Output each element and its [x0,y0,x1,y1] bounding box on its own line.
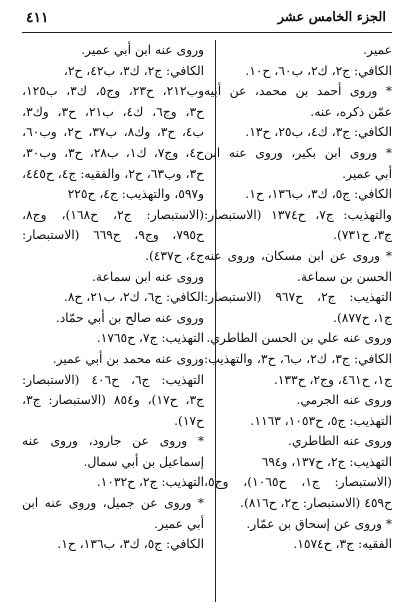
text-line: ج١، ح٤٦١، وج٢، ح١٣٣. [273,372,392,387]
text-line: (الاستبصار: ج١، ح١٠٦٥)، وج٥، [204,475,392,490]
column-divider [215,40,216,602]
text-line: ح٧٩٥، وج٩، ح٦٦٩ (الاستبصار: [22,228,204,243]
text-line: الحسن بن سماعة. [296,269,392,284]
running-title: الجزء الخامس عشر [277,10,386,25]
text-line: وب٢١٢، ح٢٣، وج٥، ك٣، ب١٢٥، [22,84,204,99]
text-line: ح١٧). [174,413,204,428]
text-line: الكافي: ج٥، ك٣، ب١٣٦، ح١. [245,187,392,202]
text-line: التهذيب: ج٢، ح١٣٧، و٦٩٤ [261,454,392,469]
text-line: أبي عمير. [154,516,204,531]
text-line: الفقيه: ج٣، ح١٥٧٤. [293,537,392,552]
text-line: وروى عنه صالح بن أبي حمّاد. [55,310,204,325]
text-line: الكافي: ج٢، ك٢، ب٦٠، ح١٠. [245,63,392,78]
text-line: وروى عنه الطاطري. [287,434,392,449]
text-line: التهذيب: ج٦، ح٤٠٦ (الاستبصار: [22,372,204,387]
text-line: * وروى عن جميل، وروى عنه ابن [22,496,204,511]
text-line: وروى عنه الجرمي. [296,393,392,408]
text-line: عمّن ذكره، عنه. [310,104,392,119]
text-line: والتهذيب: ج٧، ح١٣٧٤ (الاستبصار: [204,207,392,222]
text-line: ح٣، وج٦، ك٤، ب٢١، ح٣، وك٣، [22,104,204,119]
text-line: الكافي: ج٣، ك٤، ب٢٥، ح١٣. [245,125,392,140]
text-line: الكافي: ج٢، ك٣، ب٤٢، ح٢، [63,63,204,78]
text-line: التهذيب: ج٧، ح١٧٦٥. [96,331,204,346]
text-line: التهذيب: ج٢، ح٩٦٧ (الاستبصار: [204,290,392,305]
text-line: الكافي: ج٣، ك٢، ب٦، ح٣، والتهذيب: [204,351,392,366]
text-line: التهذيب: ج٥، ح١٠٥٣، ١١٦٣. [250,413,392,428]
text-line: ج٤، ح٤٣٧). [145,248,204,263]
text-line: وروى عنه ابن سماعة. [91,269,204,284]
page-header [22,10,392,33]
text-line: إسماعيل بن أبي سمال. [83,454,204,469]
text-line: الكافي: ج٥، ك٣، ب١٣٦، ح١. [57,537,204,552]
left-column [22,40,204,602]
text-line: ج٣، ح١٧)، و٨٥٤ (الاستبصار: ج٣، [22,393,204,408]
text-line: * وروى عن جارود، وروى عنه [22,434,204,449]
text-line: ح٤٥٩ (الاستبصار: ج٢، ح٨١٦). [240,496,392,511]
page-number: ٤١١ [26,10,49,26]
text-line: (الاستبصار: ج٢، ح١٦٨)، وج٨، [22,207,204,222]
text-line: ح٣، وب٦٣، ح٢، والفقيه: ج٤، ح٤٤٥، [22,166,204,181]
text-line: * وروى ابن بكير، وروى عنه ابن [204,145,392,160]
text-line: أبي عمير. [342,166,392,181]
right-column [204,40,392,602]
text-line: * وروى أحمد بن محمد، عن أبيه [204,84,392,99]
text-line: و٥٩٧، والتهذيب: ج٤، ح٢٢٥ [67,187,204,202]
text-line: وروى عنه علي بن الحسن الطاطري. [206,331,392,346]
text-line: ح٤، وج٧، ك١، ب٢٨، ح٣، وب٣٠، [22,145,204,160]
text-line: وروى عنه ابن أبي عمير. [81,43,204,57]
text-line: * وروى عن ابن مسكان، وروى عنه [204,248,392,263]
text-line: ب٤، ح٣، وك٨، ب٣٧، ح٢، وب٦٠، [22,125,204,140]
two-column-body [22,40,392,602]
text-line: * وروى عن إسحاق بن عمّار. [246,516,392,531]
text-line: التهذيب: ج٢، ح١٠٣٢. [96,475,204,490]
text-line: ج١، ح٨٧٧). [333,310,392,325]
text-line: وروى عنه محمد بن أبي عمير. [52,351,204,366]
text-line: الكافي: ج٦، ك٢، ب٢١، ح٨. [63,290,204,305]
text-line: عمير. [363,43,392,57]
text-line: ج٣، ح٧٣١). [333,228,392,243]
